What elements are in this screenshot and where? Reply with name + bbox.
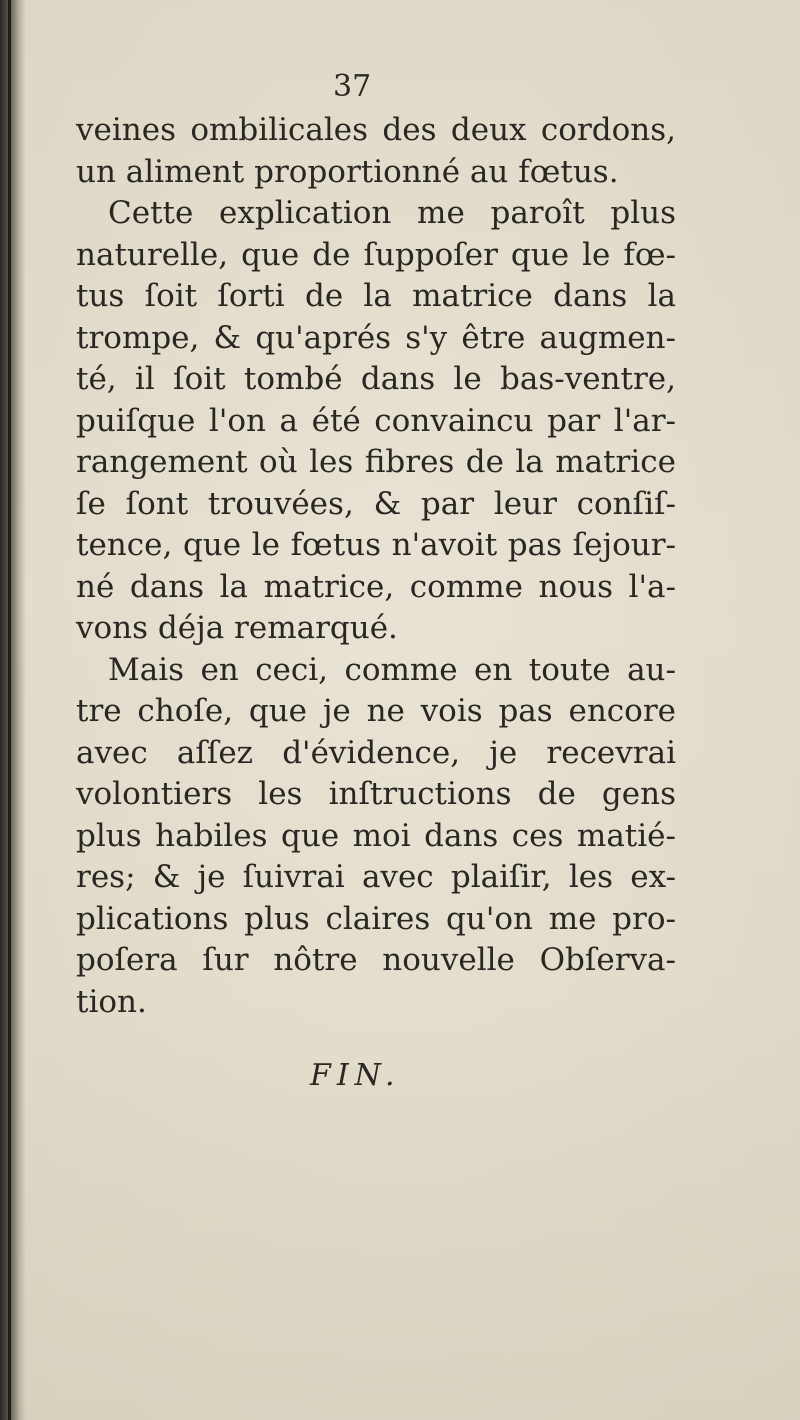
text-line: un aliment proportionné au fœtus.	[76, 153, 619, 190]
text-line: tus ſoit ſorti de la matrice dans la	[76, 278, 676, 314]
text-line: trompe, & qu'aprés s'y être augmen-	[76, 319, 676, 356]
text-line: vons déja remarqué.	[76, 610, 398, 646]
page-number: 37	[333, 69, 372, 104]
body-text	[76, 110, 676, 1023]
text-line: plications plus claires qu'on me pro-	[76, 900, 676, 937]
text-line: poſera ſur nôtre nouvelle Obſerva-	[76, 942, 676, 978]
text-line: veines ombilicales des deux cordons,	[76, 112, 676, 148]
text-line: plus habiles que moi dans ces matié-	[76, 817, 676, 854]
text-line: volontiers les inſtructions de gens	[76, 776, 676, 812]
text-line: ſe ſont trouvées, & par leur conſiſ-	[76, 485, 676, 522]
binding-edge	[8, 0, 11, 1420]
text-line: naturelle, que de ſuppoſer que le fœ-	[76, 236, 676, 273]
text-line: tre choſe, que je ne vois pas encore	[76, 693, 676, 729]
text-line: Mais en ceci, comme en toute au-	[108, 651, 676, 688]
text-line: Cette explication me paroît plus	[108, 195, 676, 231]
text-line: puiſque l'on a été convaincu par l'ar-	[76, 402, 676, 439]
text-line: res; & je ſuivrai avec plaiſir, les ex-	[76, 859, 676, 895]
text-line: té, il ſoit tombé dans le bas-ventre,	[76, 361, 676, 397]
page-gutter	[0, 0, 26, 1420]
fin-marker: FIN.	[310, 1058, 401, 1093]
text-line: avec aſſez d'évidence, je recevrai	[76, 734, 676, 771]
text-line: tion.	[76, 983, 147, 1020]
text-line: né dans la matrice, comme nous l'a-	[76, 568, 676, 605]
text-line: rangement où les fibres de la matrice	[76, 444, 676, 480]
text-line: tence, que le fœtus n'avoit pas ſejour-	[76, 527, 676, 563]
